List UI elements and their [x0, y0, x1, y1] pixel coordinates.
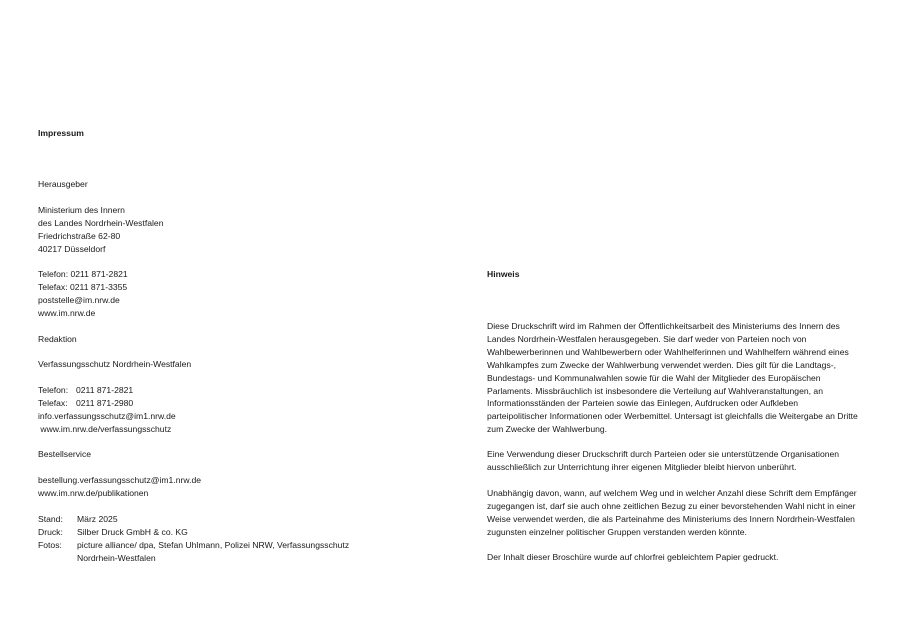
fotos-value-line1: picture alliance/ dpa, Stefan Uhlmann, Polizei NRW, Verfassungsschutz: [77, 540, 350, 550]
editorial-phone-label: Telefon:: [38, 385, 69, 395]
editorial-web-link[interactable]: www.im.nrw.de/verfassungsschutz: [38, 424, 172, 434]
publisher-city: 40217 Düsseldorf: [38, 244, 106, 254]
notice-paragraph-4: Der Inhalt dieser Broschüre wurde auf chlorfrei gebleichtem Papier gedruckt.: [487, 552, 779, 562]
order-email-link[interactable]: bestellung.verfassungsschutz@im1.nrw.de: [38, 475, 202, 485]
publisher-label: Herausgeber: [38, 179, 88, 189]
editorial-email-link[interactable]: info.verfassungsschutz@im1.nrw.de: [38, 411, 176, 421]
order-label: Bestellservice: [38, 449, 92, 459]
publisher-line1: Ministerium des Innern: [38, 205, 125, 215]
fotos-label: Fotos:: [38, 540, 62, 550]
order-web-link[interactable]: www.im.nrw.de/publikationen: [38, 488, 149, 498]
publisher-email-link[interactable]: poststelle@im.nrw.de: [38, 295, 120, 305]
publisher-web-link[interactable]: www.im.nrw.de: [38, 308, 96, 318]
notice-title: Hinweis: [487, 269, 520, 279]
notice-paragraph-3: Unabhängig davon, wann, auf welchem Weg und in welcher Anzahl diese Schrift dem Empfänger zugegangen ist, darf sie auch ohne zeitlichen Bezug zu einer bevorstehenden Wahl nicht in einer Weise verwendet werden, die als Parteinahme des Ministeriums des Innern Nordrhein-Westfalen zugunsten einzelner politischer Gruppen verstanden werden könnte.: [487, 488, 857, 537]
publisher-phone: Telefon: 0211 871-2821: [38, 269, 128, 279]
editorial-phone: 0211 871-2821: [76, 385, 134, 395]
druck-row: [38, 526, 188, 538]
editorial-phone-row: [38, 384, 133, 396]
publisher-fax: Telefax: 0211 871-3355: [38, 282, 128, 292]
notice-paragraph-2: Eine Verwendung dieser Druckschrift durch Parteien oder sie unterstützende Organisationen ausschließlich zur Unterrichtung ihrer eigenen Mitglieder bleibt hiervon unberührt.: [487, 449, 840, 472]
publisher-street: Friedrichstraße 62-80: [38, 231, 121, 241]
editorial-fax-row: [38, 397, 133, 409]
druck-value: Silber Druck GmbH & co. KG: [77, 527, 188, 537]
notice-paragraph-1: Diese Druckschrift wird im Rahmen der Öffentlichkeitsarbeit des Ministeriums des Innern des Landes Nordrhein-Westfalen herausgegeben. Sie darf weder von Parteien noch von Wahlbewerberinnen und Wahlbewerbern oder Wahlhelferinnen und Wahlhelfern während eines Wahlkampfes zum Zwecke der Wahlwerbung verwendet werden. Dies gilt für die Landtags-, Bundestags- und Kommunalwahlen sowie für die Wahl der Mitglieder des Europäischen Parlaments. Missbräuchlich ist insbesondere die Verteilung auf Wahlveranstaltungen, an Informationsständen der Parteien sowie das Einlegen, Aufdrucken oder Aufkleben parteipolitischer Informationen oder Werbemittel. Untersagt ist gleichfalls die Weitergabe an Dritte zum Zwecke der Wahlwerbung.: [487, 321, 858, 435]
fotos-row: [38, 539, 349, 551]
imprint-title: Impressum: [38, 128, 84, 138]
stand-value: März 2025: [77, 514, 118, 524]
stand-label: Stand:: [38, 514, 63, 524]
fotos-value-line2: Nordrhein-Westfalen: [77, 553, 156, 563]
stand-row: [38, 513, 118, 525]
editorial-label: Redaktion: [38, 334, 77, 344]
druck-label: Druck:: [38, 527, 63, 537]
publisher-line2: des Landes Nordrhein-Westfalen: [38, 218, 164, 228]
editorial-fax-label: Telefax:: [38, 398, 68, 408]
editorial-name: Verfassungsschutz Nordrhein-Westfalen: [38, 359, 192, 369]
editorial-fax: 0211 871-2980: [76, 398, 134, 408]
